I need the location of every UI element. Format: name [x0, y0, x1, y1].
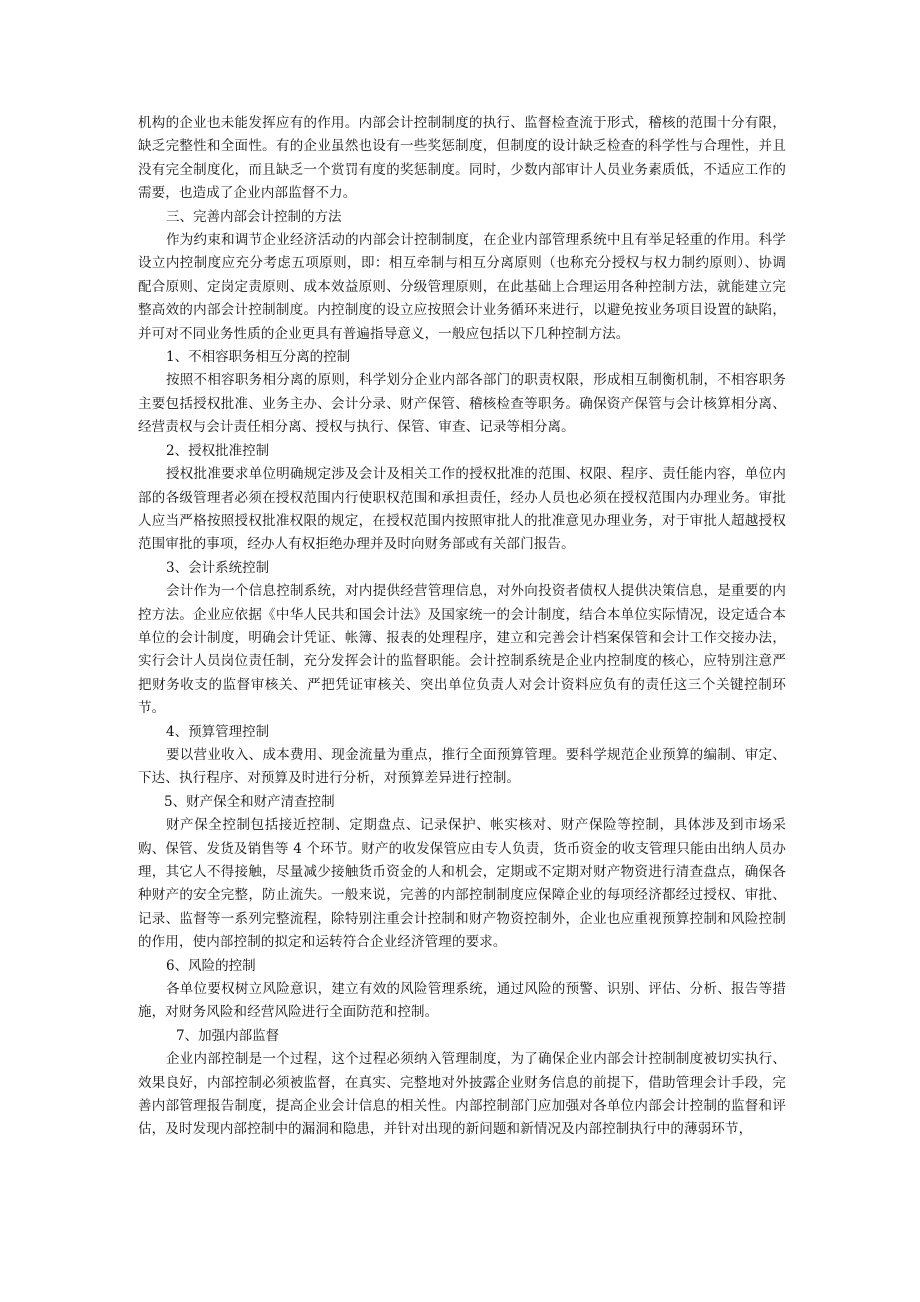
- subheading-1: 1、不相容职务相互分离的控制: [166, 349, 351, 366]
- paragraph-authorization: 授权批准要求单位明确规定涉及会计及相关工作的授权批准的范围、权限、程序、责任能内容，单位内部的各级管理者必须在授权范围内行使职权范围和承担责任，经办人员也必须在授权范围内办理业务。审批人应当严格按照授权批准权限的规定，在授权范围内按照审批人的批准意见办理业务，对于审批人超越授权范围审批的事项，经办人有权拒绝办理并及时向财务部或有关部门报告。: [138, 466, 786, 553]
- section-heading-3: 三、完善内部会计控制的方法: [166, 208, 342, 225]
- paragraph-methods: 作为约束和调节企业经济活动的内部会计控制制度，在企业内部管理系统中且有举足轻重的作用。科学设立内控制度应充分考虑五项原则，即：相互牵制与相互分离原则（也称充分授权与权力制约原则）、协调配合原则、定岗定责原则、成本效益原则、分级管理原则，在此基础上合理运用各种控制方法，就能建立完整高效的内部会计控制制度。内控制度的设立应按照会计业务循环来进行，以避免按业务项目设置的缺陷，并可对不同业务性质的企业更具有普遍指导意义，一般应包括以下几种控制方法。: [138, 232, 786, 342]
- paragraph-accounting-system: 会计作为一个信息控制系统，对内提供经营管理信息，对外向投资者债权人提供决策信息，是重要的内控方法。企业应依据《中华人民共和国会计法》及国家统一的会计制度，结合本单位实际情况，设定适合本单位的会计制度，明确会计凭证、帐簿、报表的处理程序，建立和完善会计档案保管和会计工作交接办法，实行会计人员岗位责任制，充分发挥会计的监督职能。会计控制系统是企业内控制度的核心，应特别注意严把财务收支的监督审核关、严把凭证审核关、突出单位负责人对会计资料应负有的责任这三个关键控制环节。: [138, 583, 786, 717]
- document-page: [138, 112, 786, 1142]
- subheading-4: 4、预算管理控制: [166, 723, 270, 740]
- subheading-5: 5、财产保全和财产清查控制: [164, 793, 335, 810]
- subheading-2: 2、授权批准控制: [166, 442, 270, 459]
- paragraph-property: 财产保全控制包括接近控制、定期盘点、记录保护、帐实核对、财产保险等控制，具体涉及到市场采购、保管、发货及销售等 4 个环节。财产的收发保管应由专人负责，货币资金的收支管理只能由出纳人员办理，其它人不得接触，尽量减少接触货币资金的人和机会，定期或不定期对财产物资进行清查盘点，确保各种财产的安全完整，防止流失。一般来说，完善的内部控制制度应保障企业的每项经济都经过授权、审批、记录、监督等一系列完整流程，除特别注重会计控制和财产物资控制外，企业也应重视预算控制和风险控制的作用，使内部控制的拟定和运转符合企业经济管理的要求。: [138, 817, 786, 951]
- subheading-6: 6、风险的控制: [166, 957, 256, 974]
- subheading-3: 3、会计系统控制: [166, 559, 270, 576]
- subheading-7: 7、加强内部监督: [176, 1027, 280, 1044]
- paragraph-intro: 机构的企业也未能发挥应有的作用。内部会计控制制度的执行、监督检查流于形式，稽核的范围十分有限，缺乏完整性和全面性。有的企业虽然也设有一些奖惩制度，但制度的设计缺乏检查的科学性与合理性，并且没有完全制度化，而且缺乏一个赏罚有度的奖惩制度。同时，少数内部审计人员业务素质低，不适应工作的需要，也造成了企业内部监督不力。: [138, 115, 786, 202]
- paragraph-supervision: 企业内部控制是一个过程，这个过程必须纳入管理制度，为了确保企业内部会计控制制度被切实执行、效果良好，内部控制必须被监督，在真实、完整地对外披露企业财务信息的前提下，借助管理会计手段，完善内部管理报告制度，提高企业会计信息的相关性。内部控制部门应加强对各单位内部会计控制的监督和评估，及时发现内部控制中的漏洞和隐患，并针对出现的新问题和新情况及内部控制执行中的薄弱环节，: [138, 1051, 786, 1138]
- paragraph-budget: 要以营业收入、成本费用、现金流量为重点，推行全面预算管理。要科学规范企业预算的编制、审定、下达、执行程序、对预算及时进行分析，对预算差异进行控制。: [138, 746, 786, 787]
- paragraph-risk: 各单位要权树立风险意识，建立有效的风险管理系统，通过风险的预警、识别、评估、分析、报告等措施，对财务风险和经营风险进行全面防范和控制。: [138, 981, 786, 1021]
- paragraph-separation: 按照不相容职务相分离的原则，科学划分企业内部各部门的职责权限，形成相互制衡机制，不相容职务主要包括授权批准、业务主办、会计分录、财产保管、稽核检查等职务。确保资产保管与会计核算相分离、经营责权与会计责任相分离、授权与执行、保管、审查、记录等相分离。: [138, 372, 786, 436]
